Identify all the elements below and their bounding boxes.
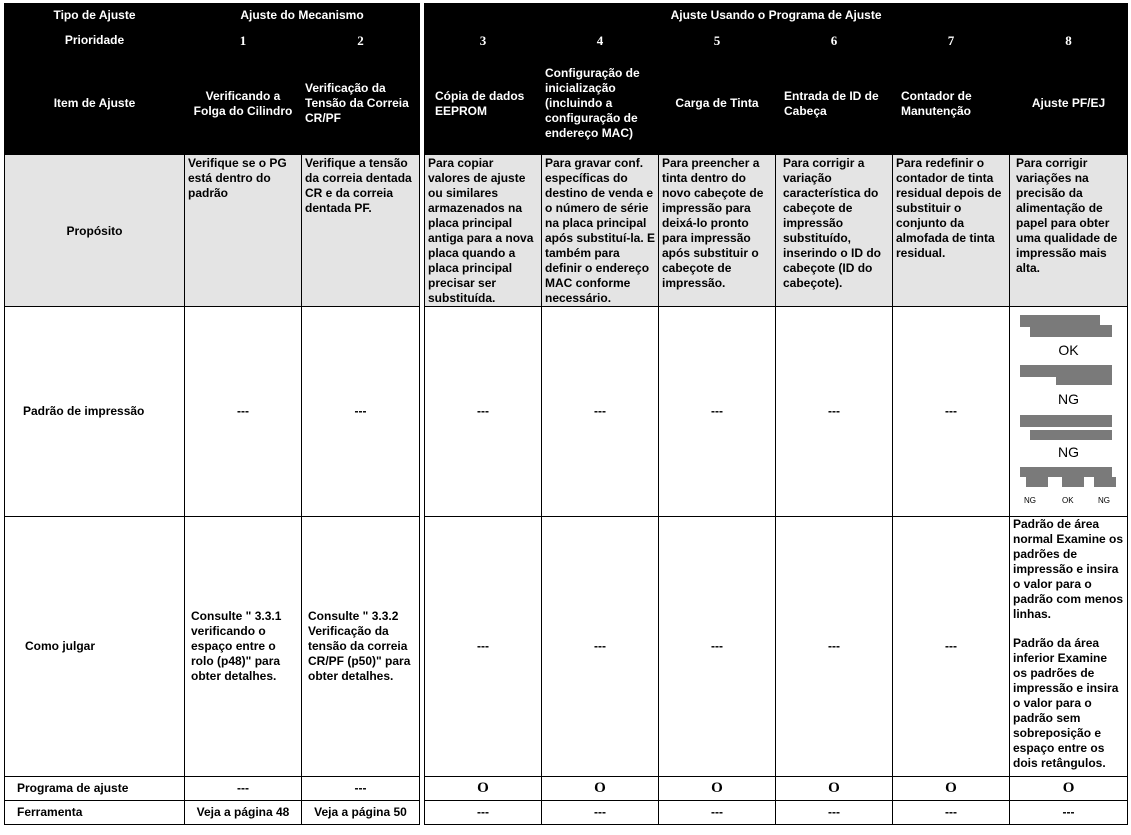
ng-label-2: NG [1058, 444, 1080, 460]
item-col-7: Contador de Manutenção [893, 53, 1010, 155]
item-ajuste-header: Item de Ajuste [5, 53, 185, 155]
tool-col-8: --- [1010, 801, 1128, 825]
pattern-bar [1026, 477, 1048, 487]
program-col-5: O [659, 777, 776, 801]
pattern-bar [1030, 325, 1112, 337]
tool-col-5: --- [659, 801, 776, 825]
tool-col-2: Veja a página 50 [302, 801, 420, 825]
priority-2: 2 [302, 28, 420, 53]
program-col-6: O [776, 777, 893, 801]
ajuste-programa-header: Ajuste Usando o Programa de Ajuste [425, 4, 1128, 28]
priority-7: 7 [893, 28, 1010, 53]
purpose-col-7: Para redefinir o contador de tinta residual depois de substituir o conjunto da almofada de tinta residual. [893, 155, 1010, 307]
pattern-bar [1020, 415, 1112, 427]
item-col-5: Carga de Tinta [659, 53, 776, 155]
como-julgar-label: Como julgar [5, 517, 185, 777]
priority-8: 8 [1010, 28, 1128, 53]
purpose-col-6: Para corrigir a variação característica do cabeçote de impressão substituído, inserindo o ID do cabeçote (ID do cabeçote). [776, 155, 893, 307]
purpose-col-4: Para gravar conf. específicas do destino de venda e o número de série na placa principal após substituí-la. E também para definir o endereço MAC conforme necessário. [542, 155, 659, 307]
item-col-6: Entrada de ID de Cabeça [776, 53, 893, 155]
pattern-col-3: --- [425, 307, 542, 517]
pf-ej-pattern-cell [1010, 307, 1128, 517]
program-col-2: --- [302, 777, 420, 801]
padrao-impressao-label: Padrão de impressão [5, 307, 185, 517]
judge-col-2: Consulte " 3.3.2 Verificação da tensão da correia CR/PF (p50)" para obter detalhes. [302, 517, 420, 777]
bottom-ng-left-label: NG [1024, 496, 1036, 505]
pattern-col-4: --- [542, 307, 659, 517]
priority-5: 5 [659, 28, 776, 53]
purpose-col-1: Verifique se o PG está dentro do padrão [185, 155, 302, 307]
judge-normal-area: Padrão de área normal Examine os padrões de impressão e insira o valor para o padrão com menos linhas. [1013, 517, 1124, 621]
pattern-col-7: --- [893, 307, 1010, 517]
programa-ajuste-label: Programa de ajuste [5, 777, 185, 801]
ferramenta-label: Ferramenta [5, 801, 185, 825]
program-adjust-table [424, 3, 1128, 825]
priority-3: 3 [425, 28, 542, 53]
mechanism-adjust-table [4, 3, 420, 825]
program-col-7: O [893, 777, 1010, 801]
pattern-bar [1062, 477, 1084, 487]
ng-label-1: NG [1058, 391, 1080, 407]
pattern-col-5: --- [659, 307, 776, 517]
item-col-8: Ajuste PF/EJ [1010, 53, 1128, 155]
pattern-col-1: --- [185, 307, 302, 517]
program-col-8: O [1010, 777, 1128, 801]
purpose-col-5: Para preencher a tinta dentro do novo cabeçote de impressão para deixá-lo pronto para impressão após substituir o cabeçote de impressão. [659, 155, 776, 307]
purpose-col-3: Para copiar valores de ajuste ou similares armazenados na placa principal antiga para a nova placa quando a placa principal precisar ser substituída. [425, 155, 542, 307]
tool-col-6: --- [776, 801, 893, 825]
tool-col-7: --- [893, 801, 1010, 825]
ok-label: OK [1058, 342, 1079, 358]
tipo-ajuste-header: Tipo de Ajuste [5, 4, 185, 28]
item-col-1: Verificando a Folga do Cilindro [185, 53, 302, 155]
program-col-3: O [425, 777, 542, 801]
tool-col-1: Veja a página 48 [185, 801, 302, 825]
bottom-ng-right-label: NG [1098, 496, 1110, 505]
judge-col-7: --- [893, 517, 1010, 777]
priority-6: 6 [776, 28, 893, 53]
pattern-col-2: --- [302, 307, 420, 517]
prioridade-header: Prioridade [5, 28, 185, 53]
judge-col-6: --- [776, 517, 893, 777]
pattern-bar [1056, 375, 1112, 385]
pattern-col-6: --- [776, 307, 893, 517]
judge-bottom-area: Padrão da área inferior Examine os padrões de impressão e insira o valor para o padrão sem sobreposição e espaço entre os dois retângulos. [1013, 636, 1119, 770]
proposito-label: Propósito [5, 155, 185, 307]
item-col-3: Cópia de dados EEPROM [425, 53, 542, 155]
tool-col-4: --- [542, 801, 659, 825]
program-col-4: O [542, 777, 659, 801]
priority-1: 1 [185, 28, 302, 53]
pattern-bar [1020, 467, 1112, 477]
pf-ej-pattern-figure [1010, 307, 1127, 505]
item-col-4: Configuração de inicialização (incluindo a configuração de endereço MAC) [542, 53, 659, 155]
bottom-ok-label: OK [1062, 496, 1074, 505]
program-col-1: --- [185, 777, 302, 801]
judge-col-8 [1010, 517, 1128, 777]
pattern-bar [1094, 477, 1116, 487]
item-col-2: Verificação da Tensão da Correia CR/PF [302, 53, 420, 155]
purpose-col-2: Verifique a tensão da correia dentada CR e da correia dentada PF. [302, 155, 420, 307]
tool-col-3: --- [425, 801, 542, 825]
judge-col-5: --- [659, 517, 776, 777]
judge-col-1: Consulte " 3.3.1 verificando o espaço entre o rolo (p48)" para obter detalhes. [185, 517, 302, 777]
judge-col-3: --- [425, 517, 542, 777]
ajuste-mecanismo-header: Ajuste do Mecanismo [185, 4, 420, 28]
judge-col-4: --- [542, 517, 659, 777]
priority-4: 4 [542, 28, 659, 53]
pattern-bar [1030, 430, 1112, 440]
purpose-col-8: Para corrigir variações na precisão da alimentação de papel para obter uma qualidade de impressão mais alta. [1010, 155, 1128, 307]
